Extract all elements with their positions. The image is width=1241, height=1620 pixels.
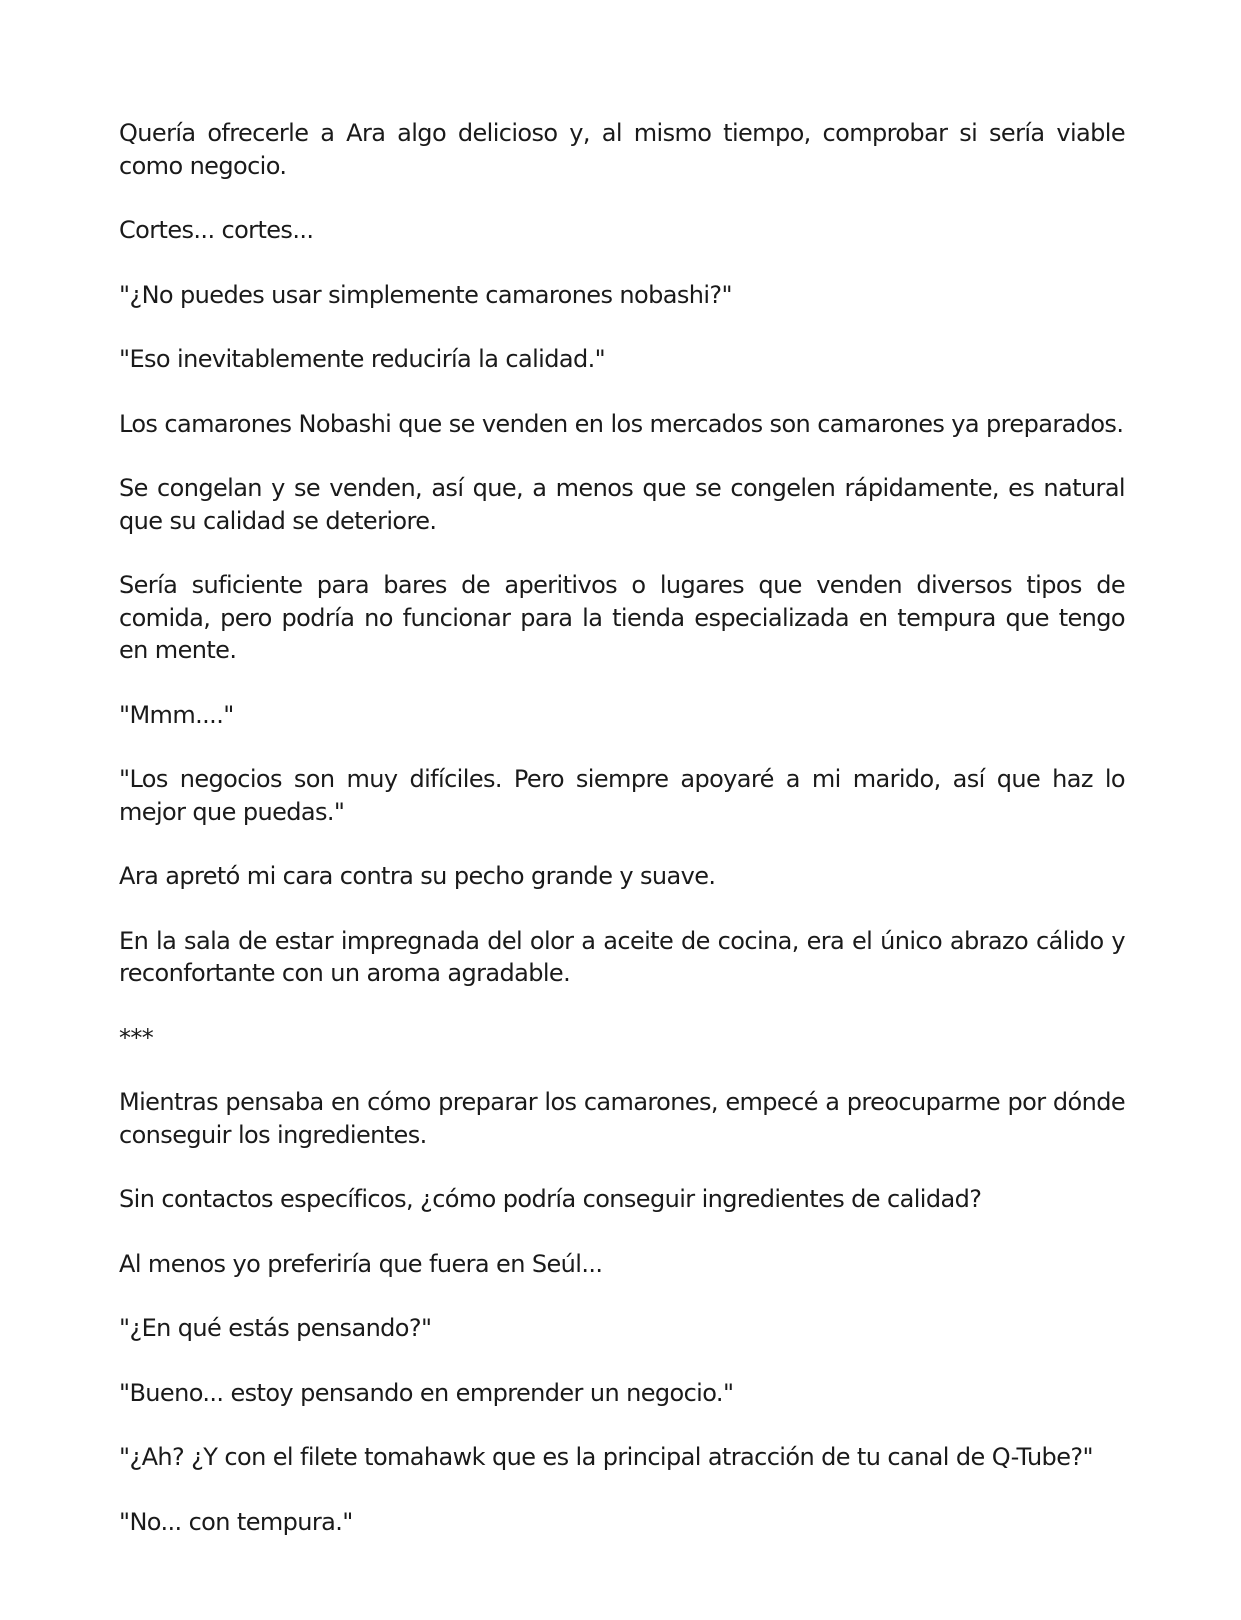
paragraph: "Los negocios son muy difíciles. Pero siempre apoyaré a mi marido, así que haz lo mejor que puedas.": [119, 765, 1125, 826]
paragraph: "¿No puedes usar simplemente camarones nobashi?": [119, 280, 733, 309]
paragraph: "Bueno... estoy pensando en emprender un negocio.": [119, 1378, 734, 1407]
paragraph: Ara apretó mi cara contra su pecho grande y suave.: [119, 862, 716, 890]
paragraph: "Mmm....": [119, 700, 234, 729]
paragraph: En la sala de estar impregnada del olor a aceite de cocina, era el único abrazo cálido y reconfortante con un aroma agradable.: [119, 926, 1125, 987]
scene-break: ***: [119, 1023, 154, 1052]
paragraph: "¿Ah? ¿Y con el filete tomahawk que es la principal atracción de tu canal de Q-Tube?": [119, 1443, 1093, 1471]
paragraph: Sería suficiente para bares de aperitivos o lugares que venden diversos tipos de comida, pero podría no funcionar para la tienda especializada en tempura que tengo en mente.: [119, 571, 1125, 664]
document-body: [119, 117, 1125, 1570]
paragraph: "Eso inevitablemente reduciría la calidad.": [119, 345, 606, 373]
paragraph: Los camarones Nobashi que se venden en los mercados son camarones ya preparados.: [119, 409, 1124, 438]
paragraph: Se congelan y se venden, así que, a menos que se congelen rápidamente, es natural que su calidad se deteriore.: [119, 474, 1125, 535]
paragraph: "No... con tempura.": [119, 1507, 353, 1536]
paragraph: Cortes... cortes...: [119, 216, 314, 244]
paragraph: Mientras pensaba en cómo preparar los camarones, empecé a preocuparme por dónde conseguir los ingredientes.: [119, 1088, 1125, 1149]
paragraph: "¿En qué estás pensando?": [119, 1314, 432, 1342]
paragraph: Quería ofrecerle a Ara algo delicioso y, al mismo tiempo, comprobar si sería viable como negocio.: [119, 119, 1125, 180]
paragraph: Sin contactos específicos, ¿cómo podría conseguir ingredientes de calidad?: [119, 1185, 982, 1213]
paragraph: Al menos yo preferiría que fuera en Seúl...: [119, 1249, 603, 1278]
